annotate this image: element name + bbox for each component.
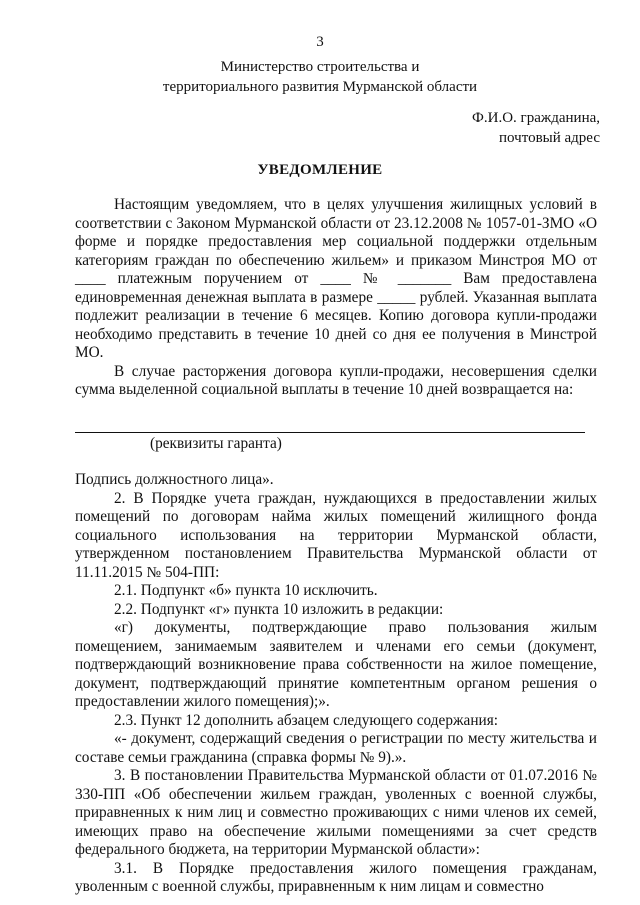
- document-body: [75, 196, 597, 897]
- item-2-2: 2.2. Подпункт «г» пункта 10 изложить в редакции:: [114, 600, 444, 618]
- item-3: 3. В постановлении Правительства Мурманской области от 01.07.2016 № 330-ПП «Об обеспечении жильем граждан, уволенных с военной службы, приравненных к ним лиц и совместно проживающих с ними членов их семей, имеющих право на обеспечение жилыми помещениями за счет средств федерального бюджета, на территории Мурманской области»:: [75, 767, 597, 858]
- item-2-2-text: «г) документы, подтверждающие право пользования жилым помещением, занимаемым заявителем и членами его семьи (документ, подтверждающий возникновение права собственности на жилое помещение, документ, подтверждающий принятие компетентным органом решения о предоставлении жилого помещения);».: [75, 619, 597, 710]
- addressee-line-1: Ф.И.О. гражданина,: [472, 110, 600, 126]
- item-2: 2. В Порядке учета граждан, нуждающихся в предоставлении жилых помещений по договорам найма жилых помещений жилищного фонда социального использования на территории Мурманской области, утвержденном постановлением Правительства Мурманской области от 11.11.2015 № 504-ПП:: [75, 489, 597, 581]
- ministry-line-2: территориального развития Мурманской области: [162, 79, 478, 95]
- notice-paragraph-1: Настоящим уведомляем, что в целях улучшения жилищных условий в соответствии с Законом Мурманской области от 23.12.2008 № 1057-01-ЗМО «О форме и порядке предоставления мер социальной поддержки отдельным категориям граждан по обеспечению жильем» и приказом Минстроя МО от ____ платежным поручением от ____ № _______ Вам предоставлена единовременная денежная выплата в размере _____ рублей. Указанная выплата подлежит реализации в течение 6 месяцев. Копию договора купли-продажи необходимо представить в течение 10 дней со дня ее получения в Минстрой МО.: [75, 196, 597, 361]
- addressee-block: [472, 108, 600, 148]
- item-2-3-text: «- документ, содержащий сведения о регистрации по месту жительства и составе семьи гражданина (справка формы № 9).».: [75, 730, 597, 766]
- guarantor-blank-line: [75, 418, 585, 433]
- page-number: 3: [316, 34, 324, 50]
- item-3-1: 3.1. В Порядке предоставления жилого помещения гражданам, уволенным с военной службы, приравненным к ним лицам и совместно: [75, 859, 597, 895]
- signature-line: Подпись должностного лица».: [75, 471, 274, 488]
- item-2-1: 2.1. Подпункт «б» пункта 10 исключить.: [114, 582, 378, 599]
- ministry-line-1: Министерство строительства и: [220, 59, 420, 75]
- notice-title: УВЕДОМЛЕНИЕ: [257, 162, 383, 178]
- guarantor-caption: (реквизиты гаранта): [150, 434, 282, 452]
- notice-paragraph-2: В случае расторжения договора купли-продажи, несовершения сделки сумма выделенной социальной выплаты в течение 10 дней возвращается на:: [75, 362, 597, 398]
- ministry-header: [0, 57, 640, 97]
- item-2-3: 2.3. Пункт 12 дополнить абзацем следующего содержания:: [114, 711, 498, 729]
- addressee-line-2: почтовый адрес: [499, 130, 600, 146]
